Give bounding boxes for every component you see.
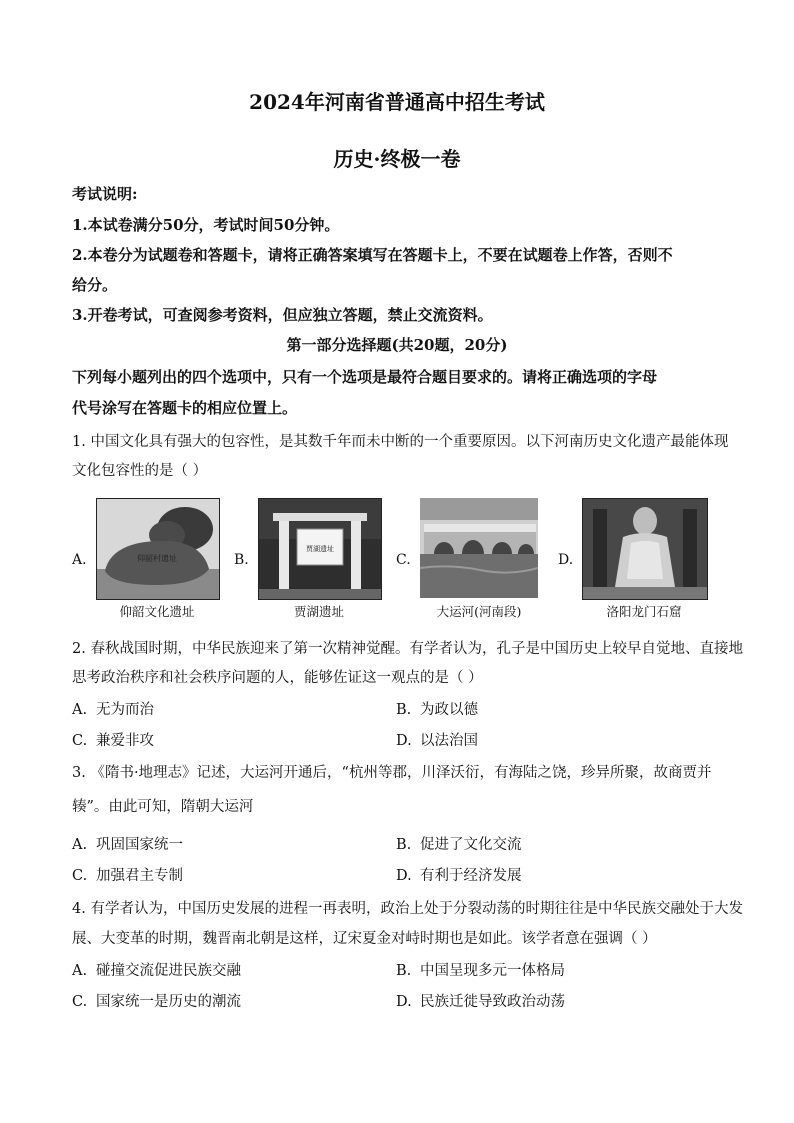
exam-title: 2024年河南省普通高中招生考试: [249, 90, 545, 114]
question-3-line-1: 3. 《隋书·地理志》记述，大运河开通后，“杭州等郡，川泽沃衍，有海陆之饶，珍异所聚，故商贾并: [72, 765, 712, 781]
option-text: 为政以德: [420, 702, 478, 718]
option-letter: B.: [234, 552, 249, 568]
instruction-line-3: 3.开卷考试，可查阅参考资料，但应独立答题，禁止交流资料。: [72, 306, 493, 324]
option-text: 有利于经济发展: [420, 868, 522, 884]
option-letter: B.: [396, 837, 412, 853]
option-c[interactable]: [396, 494, 566, 622]
option-letter: C.: [72, 994, 88, 1010]
longmen-grottoes-photo: [582, 498, 708, 600]
stone-inscription: 仰韶村遗址: [137, 554, 177, 563]
option-letter: D.: [396, 733, 412, 749]
option-text: 中国呈现多元一体格局: [420, 963, 565, 979]
option-caption: 洛阳龙门石窟: [606, 604, 682, 619]
option-a[interactable]: [72, 698, 154, 719]
option-letter: C.: [72, 868, 88, 884]
instruction-line-2-cont: 给分。: [72, 276, 118, 294]
option-letter: A.: [72, 552, 87, 568]
question-1-image-options: [72, 494, 732, 622]
option-letter: C.: [396, 552, 411, 568]
option-letter: A.: [72, 963, 88, 979]
option-b[interactable]: [396, 833, 522, 854]
option-letter: B.: [396, 963, 412, 979]
site-sign-text: 贾湖遗址: [306, 545, 334, 553]
option-letter: D.: [396, 868, 412, 884]
section-direction-1: 下列每小题列出的四个选项中，只有一个选项是最符合题目要求的。请将正确选项的字母: [72, 368, 658, 386]
question-4-line-2: 展、大变革的时期，魏晋南北朝是这样，辽宋夏金对峙时期也是如此。该学者意在强调（ ）: [72, 931, 657, 947]
exam-subtitle: 历史·终极一卷: [333, 147, 461, 171]
option-caption: 大运河(河南段): [436, 604, 522, 619]
question-1-line-1: 1. 中国文化具有强大的包容性，是其数千年而未中断的一个重要原因。以下河南历史文化遗产最能体现: [72, 434, 729, 450]
option-text: 加强君主专制: [96, 868, 183, 884]
option-letter: D.: [396, 994, 412, 1010]
option-letter: A.: [72, 702, 88, 718]
option-text: 国家统一是历史的潮流: [96, 994, 241, 1010]
option-letter: C.: [72, 733, 88, 749]
instruction-line-2: 2.本卷分为试题卷和答题卡，请将正确答案填写在答题卡上，不要在试题卷上作答，否则不: [72, 246, 673, 264]
question-2-line-1: 2. 春秋战国时期，中华民族迎来了第一次精神觉醒。有学者认为，孔子是中国历史上较早自觉地、直接地: [72, 641, 743, 657]
option-a[interactable]: [72, 959, 241, 980]
jiahu-site-photo: [258, 498, 382, 600]
question-1-line-2: 文化包容性的是（ ）: [72, 463, 208, 479]
option-d[interactable]: [396, 729, 478, 750]
option-letter: B.: [396, 702, 412, 718]
section-title: 第一部分选择题(共20题，20分): [286, 336, 508, 354]
instruction-line-1: 1.本试卷满分50分，考试时间50分钟。: [72, 216, 340, 234]
option-a[interactable]: [72, 833, 183, 854]
instructions-heading: 考试说明:: [72, 185, 138, 203]
option-text: 促进了文化交流: [420, 837, 522, 853]
option-text: 以法治国: [420, 733, 478, 749]
option-letter: A.: [72, 837, 88, 853]
option-d[interactable]: [396, 990, 565, 1011]
yangshao-site-photo: [96, 498, 220, 600]
option-text: 巩固国家统一: [96, 837, 183, 853]
option-c[interactable]: [72, 990, 241, 1011]
option-text: 无为而治: [96, 702, 154, 718]
option-text: 碰撞交流促进民族交融: [96, 963, 241, 979]
option-text: 民族迁徙导致政治动荡: [420, 994, 565, 1010]
option-letter: D.: [558, 552, 574, 568]
question-4-line-1: 4. 有学者认为，中国历史发展的进程一再表明，政治上处于分裂动荡的时期往往是中华民族交融处于大发: [72, 901, 743, 917]
option-b[interactable]: [396, 959, 565, 980]
option-b[interactable]: [396, 698, 478, 719]
option-caption: 仰韶文化遗址: [119, 604, 195, 619]
grand-canal-photo: [420, 498, 538, 598]
option-c[interactable]: [72, 729, 154, 750]
question-3-line-2: 辏”。由此可知，隋朝大运河: [72, 799, 254, 815]
option-caption: 贾湖遗址: [293, 604, 344, 619]
option-a[interactable]: [72, 494, 232, 622]
option-c[interactable]: [72, 864, 183, 885]
section-direction-2: 代号涂写在答题卡的相应位置上。: [72, 399, 298, 417]
option-text: 兼爱非攻: [96, 733, 154, 749]
option-d[interactable]: [396, 864, 522, 885]
option-d[interactable]: [558, 494, 728, 622]
question-2-line-2: 思考政治秩序和社会秩序问题的人，能够佐证这一观点的是（ ）: [72, 670, 483, 686]
option-b[interactable]: [234, 494, 394, 622]
